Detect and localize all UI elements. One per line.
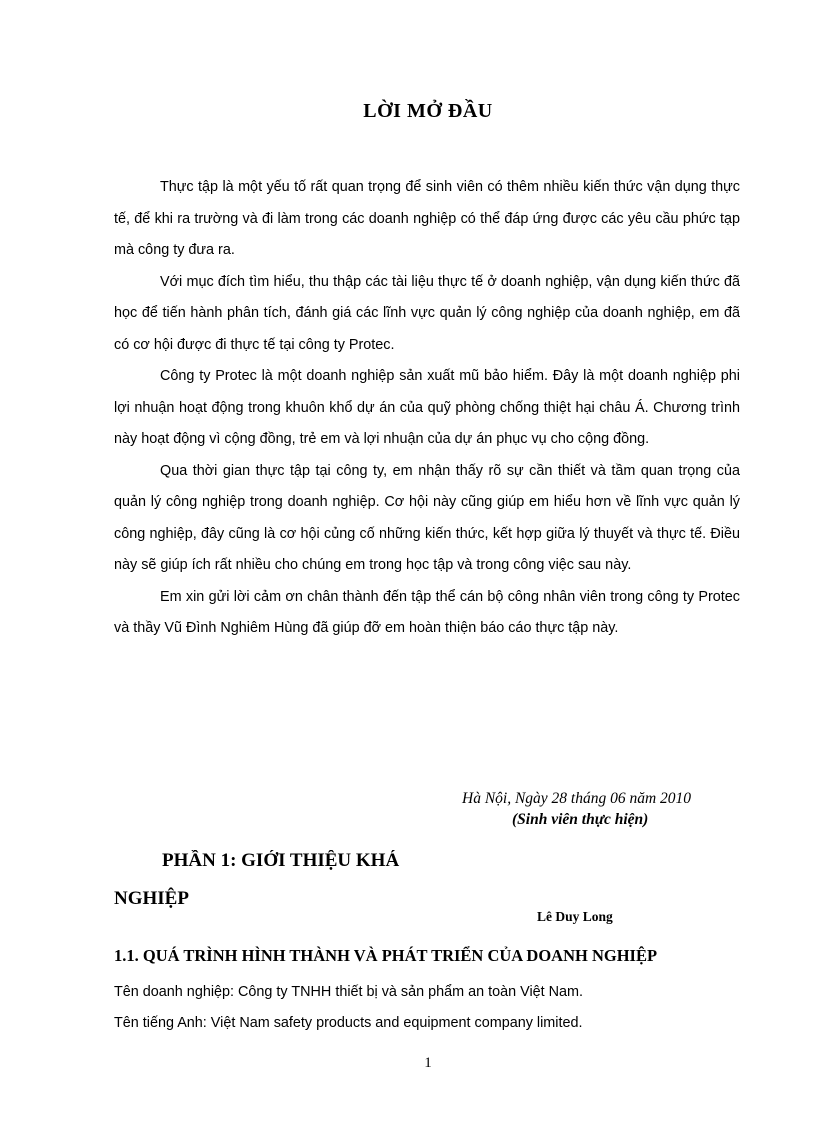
signature-date: Hà Nội, Ngày 28 tháng 06 năm 2010 [462,790,692,807]
paragraph-3: Công ty Protec là một doanh nghiệp sản xuất mũ bảo hiểm. Đây là một doanh nghiệp phi lợi nhuận hoạt động trong khuôn khổ dự án của quỹ phòng chống thiệt hại châu Á. Chương trình này hoạt động vì cộng đồng, trẻ em và lợi nhuận của dự án phục vụ cho cộng đồng. [114,368,740,447]
page-number: 1 [424,1055,432,1071]
paragraph-2: Với mục đích tìm hiểu, thu thập các tài liệu thực tế ở doanh nghiệp, vận dụng kiến thức đã học để tiến hành phân tích, đánh giá các lĩnh vực quản lý công nghiệp của doanh nghiệp, em đã có cơ hội được đi thực tế tại công ty Protec. [114,273,740,353]
signature-role: (Sinh viên thực hiện) [512,811,649,828]
part-title-line-1: PHẦN 1: GIỚI THIỆU KHÁ [162,850,400,871]
signature-name: Lê Duy Long [537,909,613,924]
section-title: 1.1. QUÁ TRÌNH HÌNH THÀNH VÀ PHÁT TRIỂN CỦA DOANH NGHIỆP [114,946,658,965]
paragraph-4: Qua thời gian thực tập tại công ty, em nhận thấy rõ sự cần thiết và tầm quan trọng của quản lý công nghiệp trong doanh nghiệp. Cơ hội này cũng giúp em hiểu hơn về lĩnh vực quản lý công nghiệp, đây cũng là cơ hội củng cố những kiến thức, kết hợp giữa lý thuyết và thực tế. Điều này sẽ giúp ích rất nhiều cho chúng em trong học tập và trong công việc sau này. [114,462,740,573]
company-name-line: Tên doanh nghiệp: Công ty TNHH thiết bị và sản phẩm an toàn Việt Nam. [114,984,584,1000]
intro-body [114,172,740,645]
paragraph-1: Thực tập là một yếu tố rất quan trọng để sinh viên có thêm nhiều kiến thức vận dụng thực tế, để khi ra trường và đi làm trong các doanh nghiệp có thể đáp ứng được các yêu cầu phức tạp mà công ty đưa ra. [114,179,740,258]
page-heading: LỜI MỞ ĐẦU [363,100,493,122]
paragraph-5: Em xin gửi lời cảm ơn chân thành đến tập thể cán bộ công nhân viên trong công ty Protec và thầy Vũ Đình Nghiêm Hùng đã giúp đỡ em hoàn thiện báo cáo thực tập này. [114,588,740,636]
part-title-line-2: NGHIỆP [114,888,189,909]
company-english-name-line: Tên tiếng Anh: Việt Nam safety products and equipment company limited. [114,1015,583,1031]
